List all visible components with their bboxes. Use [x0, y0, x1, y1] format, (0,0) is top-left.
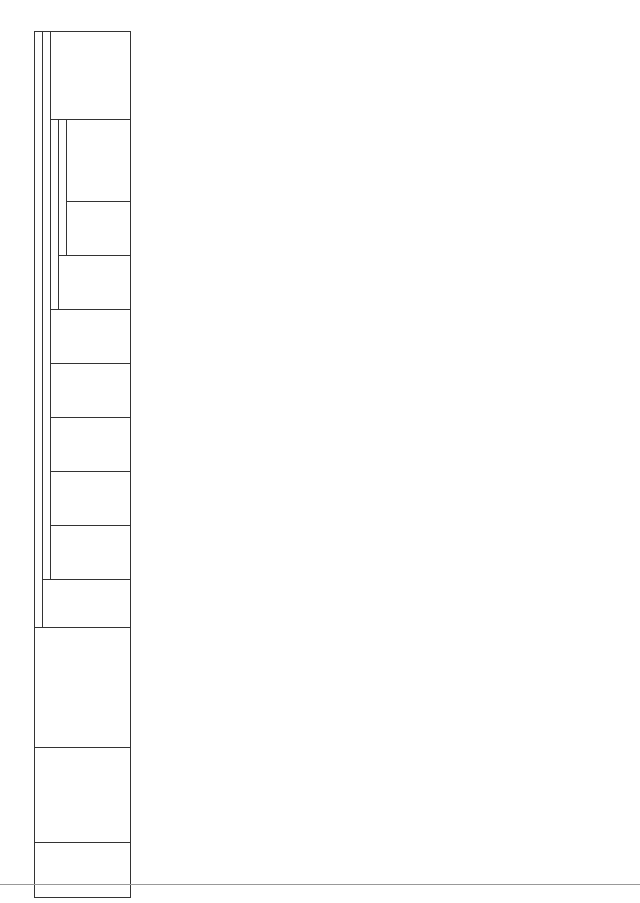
header-expenses-title [35, 32, 43, 628]
header-status [35, 843, 131, 898]
header-program-name [35, 748, 131, 843]
header-2017 [51, 364, 131, 418]
header-2014 [51, 526, 131, 580]
header-2015 [51, 472, 131, 526]
header-years-title [43, 32, 51, 580]
header-regional [67, 120, 131, 202]
header-2019-all [59, 256, 131, 310]
rotated-budget-sheet [34, 32, 626, 898]
header-2020 [51, 32, 131, 120]
header-by-sources [59, 120, 67, 256]
header-federal [67, 202, 131, 256]
header-total [43, 580, 131, 628]
header-2018 [51, 310, 131, 364]
header-executor [35, 628, 131, 748]
header-2019 [51, 120, 59, 310]
bottom-rule [0, 884, 640, 885]
header-2016 [51, 418, 131, 472]
budget-table [34, 31, 131, 898]
